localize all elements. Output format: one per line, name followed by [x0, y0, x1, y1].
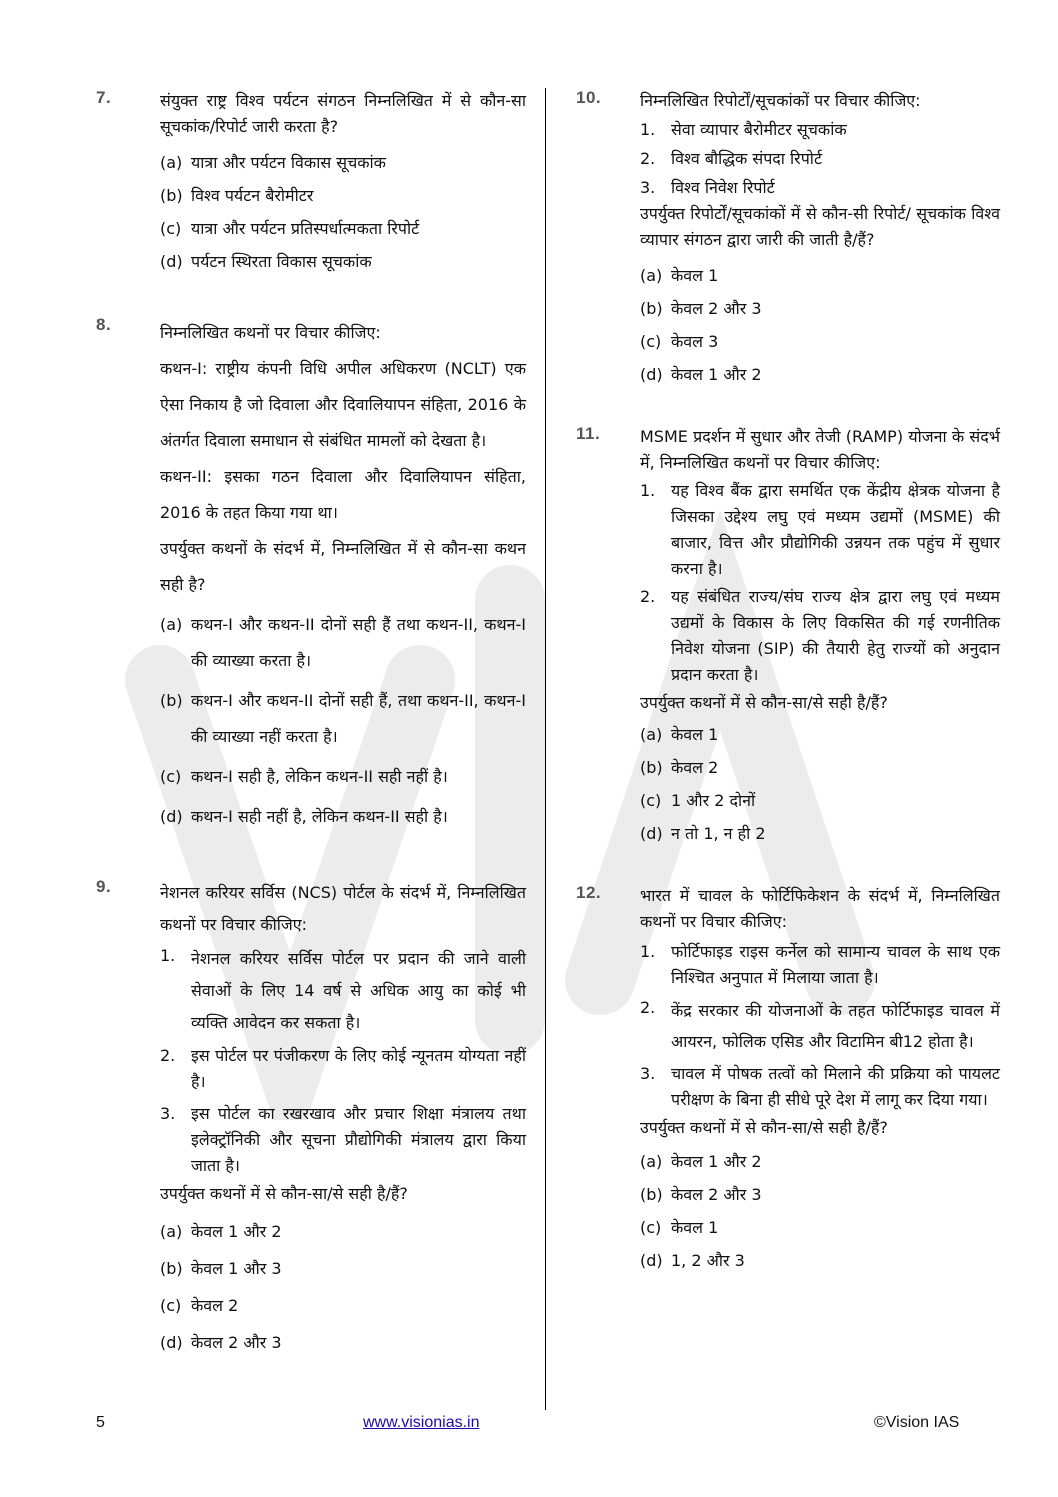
page-number: 5 [96, 1414, 105, 1431]
statement-2: 2. यह संबंधित राज्य/संघ राज्य क्षेत्र द्वारा लघु एवं मध्यम उद्यमों के विकास के लिए विकसित की गई रणनीतिक निवेश योजना (SIP) की तैयारी हेतु राज्यों को अनुदान प्रदान करता है। [640, 587, 1000, 684]
option-a: (a) केवल 1 [640, 266, 719, 285]
option-d: (d) कथन-I सही नहीं है, लेकिन कथन-II सही है। [160, 807, 448, 826]
question-prompt: उपर्युक्त कथनों के संदर्भ में, निम्नलिखित में से कौन-सा कथन सही है? [160, 539, 526, 594]
option-a: (a) केवल 1 [640, 725, 719, 744]
option-c: (c) कथन-I सही है, लेकिन कथन-II सही नहीं है। [160, 767, 448, 786]
option-c: (c) 1 और 2 दोनों [640, 791, 756, 810]
question-number: 8. [96, 315, 112, 334]
question-stem-line: निम्नलिखित कथनों पर विचार कीजिए: [160, 323, 381, 342]
question-stem: MSME प्रदर्शन में सुधार और तेजी (RAMP) योजना के संदर्भ में, निम्नलिखित कथनों पर विचार कीजिए: [640, 427, 1000, 472]
report-3: 3. विश्व निवेश रिपोर्ट [640, 178, 775, 197]
question-stem: संयुक्त राष्ट्र विश्व पर्यटन संगठन निम्नलिखित में से कौन-सा सूचकांक/रिपोर्ट जारी करता है? [160, 91, 526, 136]
option-c: (c) यात्रा और पर्यटन प्रतिस्पर्धात्मकता रिपोर्ट [160, 219, 420, 238]
option-c: (c) केवल 2 [160, 1296, 239, 1315]
statement-1: 1. यह विश्व बैंक द्वारा समर्थित एक केंद्रीय क्षेत्रक योजना है जिसका उद्देश्य लघु एवं मध्यम उद्यमों (MSME) की बाजार, वित्त और प्रौद्योगिकी उन्नयन तक पहुंच में सुधार करना है। [640, 481, 1000, 578]
question-12 [576, 883, 1000, 1274]
option-d: (d) केवल 2 और 3 [160, 1333, 282, 1352]
question-7 [96, 88, 526, 275]
option-d: (d) केवल 1 और 2 [640, 365, 762, 384]
statement-2: कथन-II: इसका गठन दिवाला और दिवालियापन संहिता, 2016 के तहत किया गया था। [160, 467, 526, 522]
option-b: (b) केवल 1 और 3 [160, 1259, 282, 1278]
question-stem: भारत में चावल के फोर्टिफिकेशन के संदर्भ में, निम्नलिखित कथनों पर विचार कीजिए: [640, 886, 1000, 931]
report-2: 2. विश्व बौद्धिक संपदा रिपोर्ट [640, 149, 823, 168]
website-link[interactable]: www.visionias.in [363, 1414, 480, 1431]
question-number: 11. [576, 424, 601, 443]
question-10 [576, 88, 1000, 388]
question-prompt: उपर्युक्त कथनों में से कौन-सा/से सही है/हैं? [640, 1118, 888, 1137]
question-9 [96, 877, 526, 1356]
question-prompt: उपर्युक्त कथनों में से कौन-सा/से सही है/हैं? [160, 1184, 408, 1203]
question-11 [576, 424, 1000, 847]
statement-3: 3. इस पोर्टल का रखरखाव और प्रचार शिक्षा मंत्रालय तथा इलेक्ट्रॉनिकी और सूचना प्रौद्योगिकी मंत्रालय द्वारा किया जाता है। [160, 1104, 526, 1175]
question-stem: निम्नलिखित रिपोर्टों/सूचकांकों पर विचार कीजिए: [640, 91, 921, 110]
option-b: (b) कथन-I और कथन-II दोनों सही हैं, तथा कथन-II, कथन-I की व्याख्या नहीं करता है। [160, 691, 526, 746]
report-1: 1. सेवा व्यापार बैरोमीटर सूचकांक [640, 120, 847, 139]
option-a: (a) यात्रा और पर्यटन विकास सूचकांक [160, 153, 386, 172]
option-c: (c) केवल 1 [640, 1218, 719, 1237]
statement-2: 2. इस पोर्टल पर पंजीकरण के लिए कोई न्यूनतम योग्यता नहीं है। [160, 1046, 526, 1091]
question-prompt: उपर्युक्त कथनों में से कौन-सा/से सही है/हैं? [640, 693, 888, 712]
right-column [576, 88, 1000, 1274]
question-number: 10. [576, 88, 602, 107]
option-b: (b) केवल 2 [640, 758, 719, 777]
option-b: (b) केवल 2 और 3 [640, 299, 762, 318]
option-a: (a) केवल 1 और 2 [640, 1152, 762, 1171]
brand-copyright: ©Vision IAS [874, 1414, 960, 1431]
statement-3: 3. चावल में पोषक तत्वों को मिलाने की प्रक्रिया को पायलट परीक्षण के बिना ही सीधे पूरे देश में लागू कर दिया गया। [640, 1064, 1000, 1109]
question-number: 9. [96, 877, 112, 896]
statement-1: कथन-I: राष्ट्रीय कंपनी विधि अपील अधिकरण (NCLT) एक ऐसा निकाय है जो दिवाला और दिवालियापन संहिता, 2016 के अंतर्गत दिवाला समाधान से संबंधित मामलों को देखता है। [160, 359, 526, 450]
option-b: (b) विश्व पर्यटन बैरोमीटर [160, 186, 314, 205]
option-d: (d) न तो 1, न ही 2 [640, 824, 766, 843]
column-divider [545, 88, 546, 1410]
statement-1: 1. फोर्टिफाइड राइस कर्नेल को सामान्य चावल के साथ एक निश्चित अनुपात में मिलाया जाता है। [640, 942, 1000, 987]
question-number: 12. [576, 883, 602, 902]
question-8 [96, 315, 526, 835]
option-d: (d) 1, 2 और 3 [640, 1251, 745, 1270]
question-prompt: उपर्युक्त रिपोर्टों/सूचकांकों में से कौन-सी रिपोर्ट/ सूचकांक विश्व व्यापार संगठन द्वारा जारी की जाती है/हैं? [640, 204, 1000, 249]
option-a: (a) केवल 1 और 2 [160, 1222, 282, 1241]
option-c: (c) केवल 3 [640, 332, 719, 351]
option-d: (d) पर्यटन स्थिरता विकास सूचकांक [160, 252, 372, 271]
option-b: (b) केवल 2 और 3 [640, 1185, 762, 1204]
left-column [96, 88, 526, 1356]
question-stem: नेशनल करियर सर्विस (NCS) पोर्टल के संदर्भ में, निम्नलिखित कथनों पर विचार कीजिए: [160, 883, 526, 934]
option-a: (a) कथन-I और कथन-II दोनों सही हैं तथा कथन-II, कथन-I की व्याख्या करता है। [160, 615, 526, 670]
question-number: 7. [96, 88, 112, 107]
statement-2: 2. केंद्र सरकार की योजनाओं के तहत फोर्टिफाइड चावल में आयरन, फोलिक एसिड और विटामिन बी12 होता है। [640, 998, 1000, 1051]
statement-1: 1. नेशनल करियर सर्विस पोर्टल पर प्रदान की जाने वाली सेवाओं के लिए 14 वर्ष से अधिक आयु का कोई भी व्यक्ति आवेदन कर सकता है। [160, 946, 526, 1032]
